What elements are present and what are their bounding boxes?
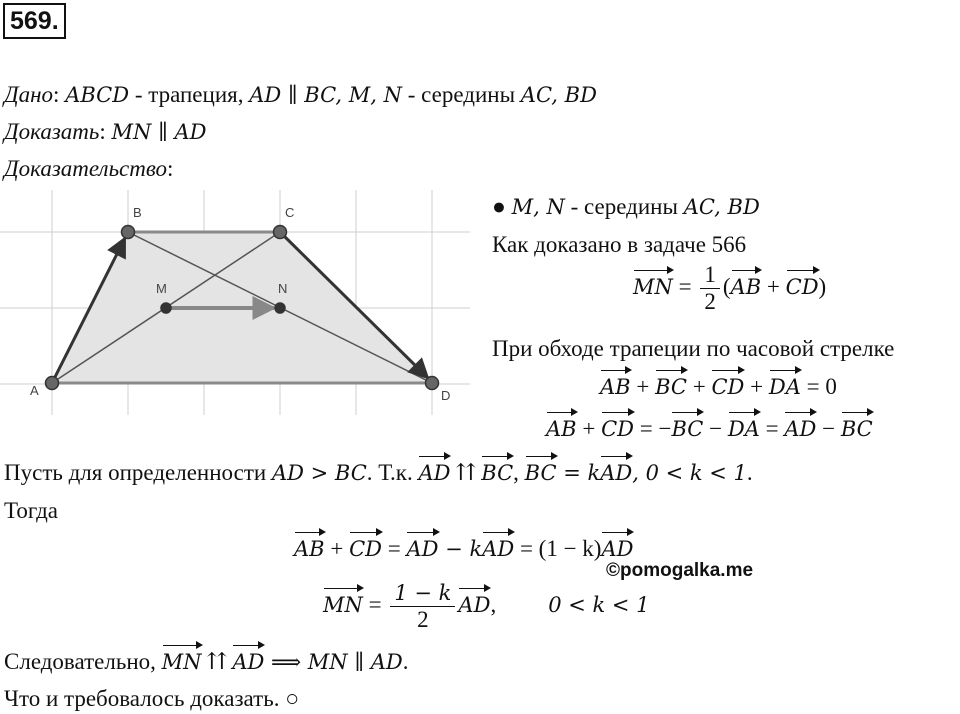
vec-cd: CD bbox=[349, 534, 382, 564]
point-b bbox=[122, 226, 135, 239]
vec-mn: MN bbox=[633, 272, 673, 302]
conclusion-line bbox=[4, 647, 408, 677]
trapezoid-diagram bbox=[0, 190, 480, 415]
vec-ad: AD bbox=[232, 647, 264, 677]
vec-cd: CD bbox=[711, 372, 744, 402]
implies-parallel: ⟹ MN ∥ AD bbox=[264, 650, 403, 674]
point-c bbox=[274, 226, 287, 239]
frac-den: 2 bbox=[417, 607, 429, 632]
prove-colon: : bbox=[99, 119, 106, 144]
plus: + bbox=[576, 416, 602, 441]
point-d bbox=[426, 377, 439, 390]
label-d: D bbox=[441, 388, 451, 403]
formula-mn-half bbox=[633, 262, 826, 315]
vec-da: DA bbox=[728, 414, 760, 444]
vec-cd: CD bbox=[786, 272, 819, 302]
point-a bbox=[46, 377, 59, 390]
comma: , bbox=[513, 460, 525, 485]
given-text-2: - середины bbox=[402, 82, 521, 107]
f1-paren-open: ( bbox=[722, 273, 731, 299]
vec-ad: AD bbox=[418, 458, 450, 488]
frac-num: 1 bbox=[700, 262, 720, 289]
midpoints-line bbox=[492, 192, 760, 222]
problem-number: 569. bbox=[3, 3, 66, 39]
vec-cd: CD bbox=[601, 414, 634, 444]
label-b: B bbox=[133, 205, 142, 220]
vec-da: DA bbox=[769, 372, 801, 402]
equals: = bbox=[759, 416, 785, 441]
formula-ab-plus-cd bbox=[546, 414, 873, 444]
midpoints-math-2: AC, BD bbox=[683, 195, 760, 219]
given-figure: ABCD bbox=[65, 83, 130, 107]
assume-line bbox=[4, 458, 753, 488]
given-math-2: AC, BD bbox=[520, 83, 597, 107]
vec-bc: BC bbox=[671, 414, 703, 444]
proof-label: Доказательство bbox=[4, 156, 168, 181]
clockwise-walk-line: При обходе трапеции по часовой стрелке bbox=[492, 336, 895, 361]
then-line: Тогда bbox=[4, 498, 59, 523]
prove-statement: MN ∥ AD bbox=[111, 120, 207, 144]
vec-ad: AD bbox=[601, 534, 633, 564]
vec-ab: AB bbox=[294, 534, 325, 564]
vec-ab: AB bbox=[600, 372, 631, 402]
vec-mn: MN bbox=[162, 647, 202, 677]
point-n bbox=[275, 303, 285, 313]
since-text: . Т.к. bbox=[366, 460, 419, 485]
codirected: ⇈ bbox=[450, 460, 482, 485]
fraction-one-minus-k bbox=[390, 580, 455, 633]
qed-line: Что и требовалось доказать. ○ bbox=[4, 686, 300, 711]
vec-ab: AB bbox=[546, 414, 577, 444]
minus: − bbox=[816, 416, 841, 441]
given-text-1: - трапеция, bbox=[129, 82, 250, 107]
vec-ad: AD bbox=[600, 458, 632, 488]
formula-one-minus-k bbox=[294, 534, 633, 564]
codirected: ⇈ bbox=[201, 649, 233, 674]
given-line bbox=[4, 80, 597, 110]
vec-bc: BC bbox=[655, 372, 687, 402]
label-n: N bbox=[278, 281, 288, 296]
given-colon: : bbox=[53, 82, 60, 107]
plus: + bbox=[686, 374, 712, 399]
equals-k: = k bbox=[556, 461, 601, 485]
minus: − bbox=[703, 416, 728, 441]
equals: = bbox=[382, 536, 407, 561]
vec-bc: BC bbox=[481, 458, 513, 488]
fraction-half bbox=[700, 262, 720, 315]
vec-mn: MN bbox=[323, 590, 363, 620]
label-a: A bbox=[30, 383, 39, 398]
f1-plus: + bbox=[761, 273, 786, 299]
assume-math: AD > BC bbox=[271, 461, 367, 485]
proved-in-566: Как доказано в задаче 566 bbox=[492, 232, 747, 257]
comma: , bbox=[490, 591, 497, 617]
period: . bbox=[402, 649, 409, 674]
label-m: M bbox=[156, 281, 167, 296]
conclusion-text: Следовательно, bbox=[4, 649, 162, 674]
vec-bc: BC bbox=[841, 414, 873, 444]
prove-line bbox=[4, 117, 206, 147]
given-label: Дано bbox=[4, 82, 54, 107]
plus: + bbox=[630, 374, 656, 399]
bullet: ● bbox=[492, 194, 506, 219]
watermark: ©pomogalka.me bbox=[606, 560, 754, 581]
vec-ad: AD bbox=[482, 534, 514, 564]
assume-text: Пусть для определенности bbox=[4, 460, 272, 485]
given-math-1: AD ∥ BC, M, N bbox=[249, 83, 402, 107]
equals-one-minus-k: = (1 − k) bbox=[514, 536, 602, 561]
label-c: C bbox=[285, 205, 295, 220]
vec-ad: AD bbox=[458, 590, 490, 620]
formula-mn-result bbox=[323, 580, 650, 633]
minus-k: − k bbox=[438, 537, 483, 561]
prove-label: Доказать bbox=[4, 119, 100, 144]
vec-ad: AD bbox=[406, 534, 438, 564]
formula-sum-zero bbox=[600, 372, 837, 402]
k-range: , 0 < k < 1 bbox=[632, 461, 747, 485]
equals-zero: = 0 bbox=[800, 374, 837, 399]
plus: + bbox=[324, 536, 350, 561]
frac-num: 1 − k bbox=[390, 580, 455, 607]
midpoints-math-1: M, N bbox=[511, 195, 565, 219]
vec-ad: AD bbox=[784, 414, 816, 444]
equals-minus: = − bbox=[634, 416, 672, 441]
midpoints-text: - середины bbox=[564, 194, 684, 219]
f1-paren-close: ) bbox=[818, 273, 827, 299]
plus: + bbox=[744, 374, 769, 399]
vec-ab: AB bbox=[731, 272, 762, 302]
proof-line bbox=[4, 154, 173, 184]
k-condition: 0 < k < 1 bbox=[548, 592, 650, 617]
f1-eq: = bbox=[672, 273, 698, 299]
proof-colon: : bbox=[167, 156, 174, 181]
point-m bbox=[161, 303, 171, 313]
frac-den: 2 bbox=[704, 289, 716, 314]
vec-bc: BC bbox=[525, 458, 557, 488]
equals: = bbox=[362, 591, 388, 617]
period: . bbox=[746, 460, 753, 485]
